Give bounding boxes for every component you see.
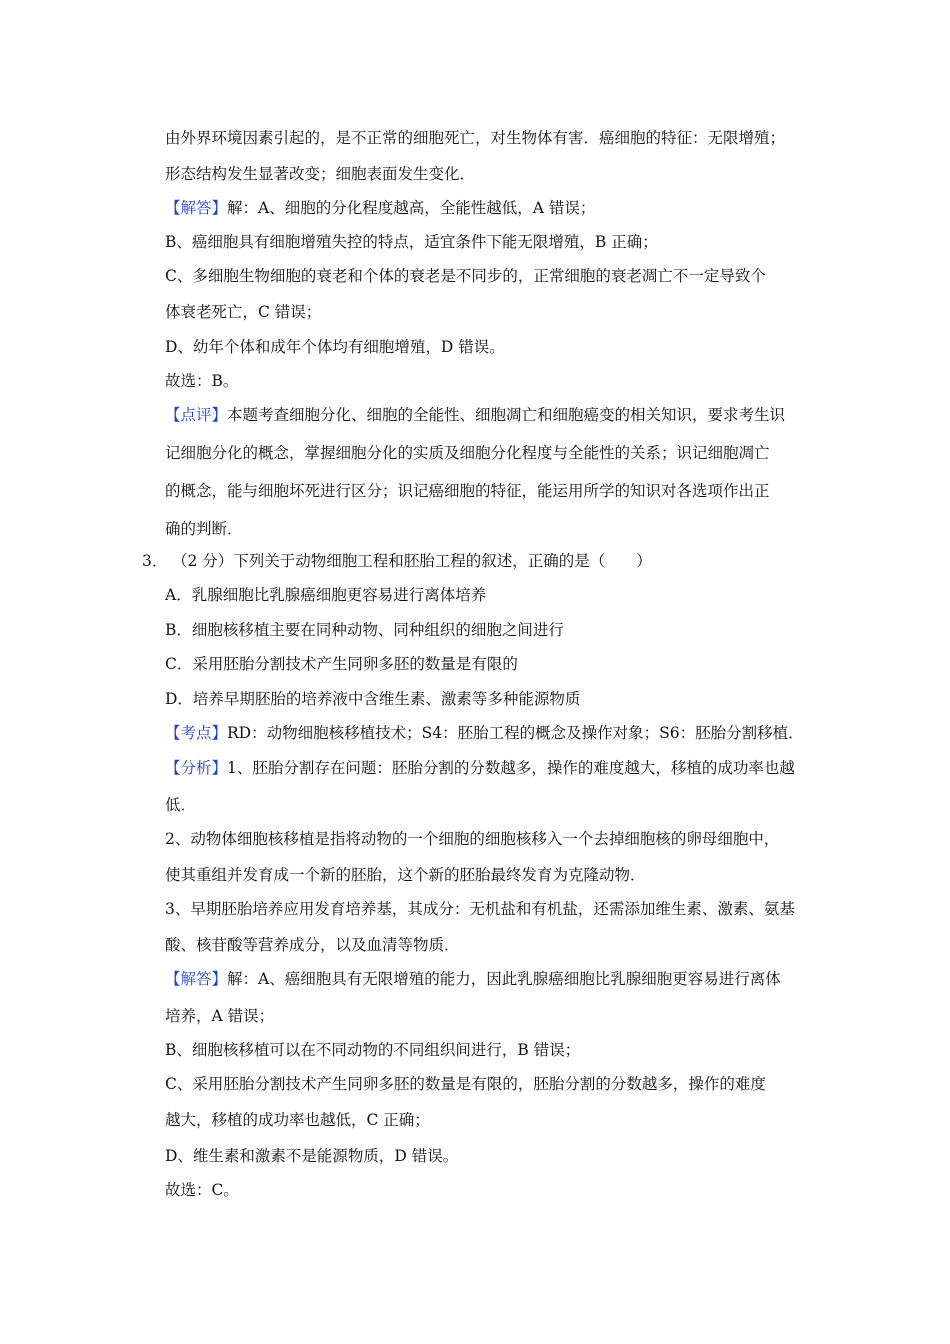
answer-line: B、癌细胞具有细胞增殖失控的特点，适宜条件下能无限增殖，B 正确；	[165, 233, 658, 251]
comment-line	[165, 405, 825, 427]
kaodian-tag: 【考点】	[165, 724, 228, 742]
kaodian-line	[165, 723, 825, 745]
option-d: D．培养早期胚胎的培养液中含维生素、激素等多种能源物质	[165, 690, 581, 708]
jieda-line	[165, 969, 825, 991]
analysis-line: 由外界环境因素引起的，是不正常的细胞死亡，对生物体有害．癌细胞的特征：无限增殖；	[165, 129, 786, 147]
fenxi-line: 使其重组并发育成一个新的胚胎，这个新的胚胎最终发育为克隆动物．	[165, 866, 646, 884]
jieda-line: C、采用胚胎分割技术产生同卵多胚的数量是有限的，胚胎分割的分数越多，操作的难度	[165, 1075, 766, 1093]
comment-line: 确的判断．	[165, 520, 243, 538]
answer-line	[165, 198, 825, 220]
kaodian-text: RD：动物细胞核移植技术；S4：胚胎工程的概念及操作对象；S6：胚胎分割移植．	[227, 724, 804, 742]
answer-tag: 【解答】	[165, 199, 228, 217]
analysis-line: 形态结构发生显著改变；细胞表面发生变化．	[165, 165, 476, 183]
fenxi-line: 2、动物体细胞核移植是指将动物的一个细胞的细胞核移入一个去掉细胞核的卵母细胞中，	[165, 830, 780, 848]
jieda-text: 解：A、癌细胞具有无限增殖的能力，因此乳腺癌细胞比乳腺细胞更容易进行离体	[227, 970, 781, 988]
jieda-line: D、维生素和激素不是能源物质，D 错误。	[165, 1147, 459, 1165]
fenxi-text: 1、胚胎分割存在问题：胚胎分割的分数越多，操作的难度越大，移植的成功率也越	[227, 759, 795, 777]
jieda-tag: 【解答】	[165, 970, 228, 988]
fenxi-line	[165, 758, 825, 780]
option-c: C．采用胚胎分割技术产生同卵多胚的数量是有限的	[165, 655, 518, 673]
jieda-line: B、细胞核移植可以在不同动物的不同组织间进行，B 错误；	[165, 1041, 581, 1059]
question-stem: （2 分）下列关于动物细胞工程和胚胎工程的叙述，正确的是（ ）	[172, 552, 652, 570]
comment-tag: 【点评】	[165, 406, 228, 424]
jieda-line: 故选：C。	[165, 1181, 239, 1199]
answer-line: D、幼年个体和成年个体均有细胞增殖，D 错误。	[165, 338, 505, 356]
answer-line: C、多细胞生物细胞的衰老和个体的衰老是不同步的，正常细胞的衰老凋亡不一定导致个	[165, 267, 766, 285]
answer-text: 解：A、细胞的分化程度越高，全能性越低，A 错误；	[227, 199, 596, 217]
fenxi-line: 3、早期胚胎培养应用发育培养基，其成分：无机盐和有机盐，还需添加维生素、激素、氨基	[165, 900, 795, 918]
answer-line: 故选：B。	[165, 372, 239, 390]
fenxi-line: 低．	[165, 796, 197, 814]
comment-line: 记细胞分化的概念，掌握细胞分化的实质及细胞分化程度与全能性的关系；识记细胞凋亡	[165, 444, 770, 462]
comment-line: 的概念，能与细胞坏死进行区分；识记癌细胞的特征，能运用所学的知识对各选项作出正	[165, 482, 770, 500]
jieda-line: 越大，移植的成功率也越低，C 正确；	[165, 1111, 430, 1129]
fenxi-tag: 【分析】	[165, 759, 228, 777]
answer-line: 体衰老死亡，C 错误；	[165, 303, 322, 321]
option-a: A．乳腺细胞比乳腺癌细胞更容易进行离体培养	[165, 586, 487, 604]
comment-text: 本题考查细胞分化、细胞的全能性、细胞凋亡和细胞癌变的相关知识，要求考生识	[227, 406, 786, 424]
question-number: 3．	[142, 552, 168, 570]
fenxi-line: 酸、核苷酸等营养成分，以及血清等物质．	[165, 936, 460, 954]
option-b: B．细胞核移植主要在同种动物、同种组织的细胞之间进行	[165, 621, 564, 639]
jieda-line: 培养，A 错误；	[165, 1007, 275, 1025]
